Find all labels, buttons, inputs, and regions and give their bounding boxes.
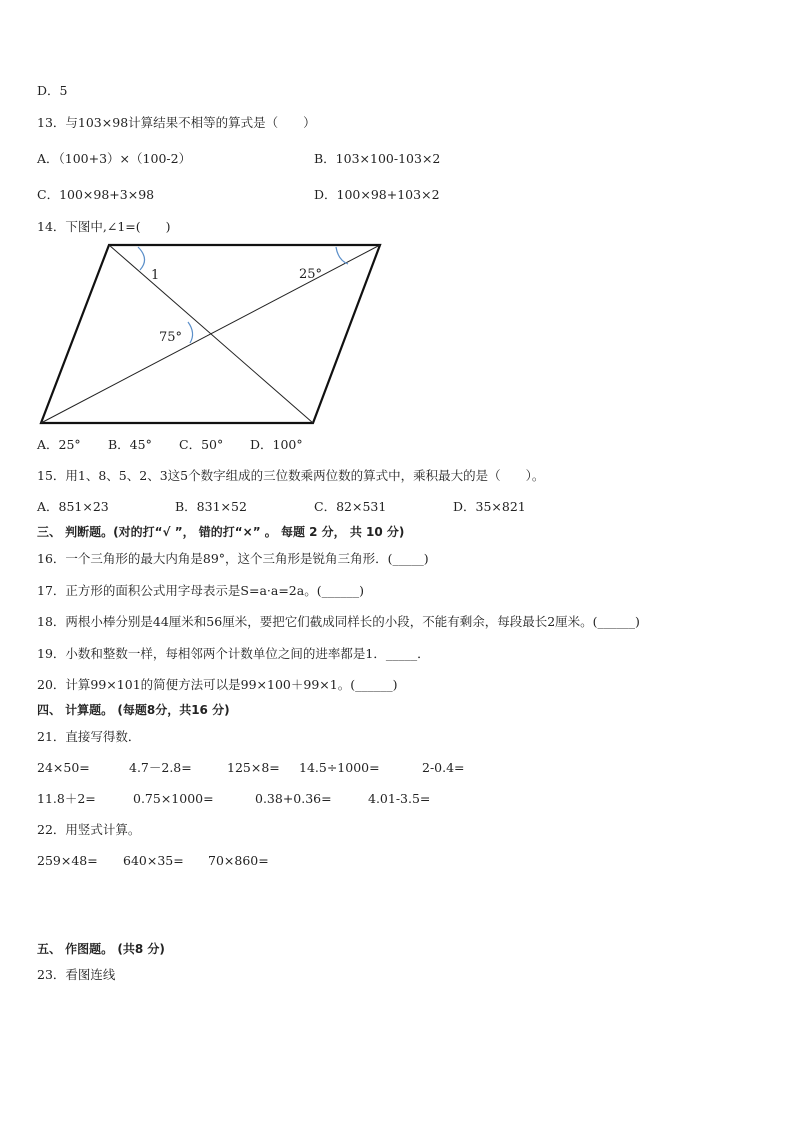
angle1-arc [138, 247, 145, 270]
q21-r1-item4: 14.5÷1000= [299, 760, 380, 775]
q20: 20．计算99×101的简便方法可以是99×100＋99×1。(______) [37, 677, 398, 692]
q21-r1-item2: 4.7－2.8= [129, 760, 192, 775]
angle1-label: 1 [151, 268, 160, 283]
q22-item3: 70×860= [208, 853, 269, 868]
q21-r1-item3: 125×8= [227, 760, 280, 775]
q13-stem: 13．与103×98计算结果不相等的算式是（ ） [37, 115, 316, 130]
q17: 17．正方形的面积公式用字母表示是S=a·a=2a。(______) [37, 583, 364, 598]
q13-option-b: B．103×100-103×2 [314, 151, 441, 166]
section3-title: 三、 判断题。(对的打“√ ”， 错的打“×” 。 每题 2 分， 共 10 分) [37, 525, 405, 539]
q21-r1-item1: 24×50= [37, 760, 90, 775]
q15-option-a: A．851×23 [37, 499, 109, 514]
diagonal-2 [41, 245, 380, 423]
q13-option-a: A．（100+3）×（100-2） [37, 151, 192, 166]
q22-item2: 640×35= [123, 853, 184, 868]
q15-stem: 15．用1、8、5、2、3这5个数字组成的三位数乘两位数的算式中，乘积最大的是（ ）。 [37, 468, 545, 483]
section4-title: 四、 计算题。 (每题8分，共16 分) [37, 703, 230, 717]
q21-r2-item1: 11.8＋2= [37, 791, 96, 806]
q12-option-d: D．5 [37, 83, 68, 98]
q14-stem: 14．下图中,∠1=( ) [37, 219, 171, 234]
q22-stem: 22．用竖式计算。 [37, 822, 141, 837]
q15-option-b: B．831×52 [175, 499, 247, 514]
q21-r2-item4: 4.01-3.5= [368, 791, 431, 806]
q21-r2-item2: 0.75×1000= [133, 791, 214, 806]
q14-option-d: D．100° [250, 437, 303, 452]
q15-option-c: C．82×531 [314, 499, 387, 514]
section5-title: 五、 作图题。 (共8 分) [37, 942, 165, 956]
q22-item1: 259×48= [37, 853, 98, 868]
angle25-label: 25° [299, 267, 323, 282]
q16: 16．一个三角形的最大内角是89°，这个三角形是锐角三角形．(_____) [37, 551, 429, 566]
q18: 18．两根小棒分别是44厘米和56厘米，要把它们截成同样长的小段，不能有剩余，每段最长2厘米。(______) [37, 614, 640, 629]
q23-stem: 23．看图连线 [37, 967, 116, 982]
q13-option-d: D．100×98+103×2 [314, 187, 440, 202]
angle75-arc [188, 322, 193, 343]
q14-option-b: B．45° [108, 437, 152, 452]
q21-r2-item3: 0.38+0.36= [255, 791, 332, 806]
q21-stem: 21．直接写得数． [37, 729, 141, 744]
q21-r1-item5: 2-0.4= [422, 760, 465, 775]
q15-option-d: D．35×821 [453, 499, 526, 514]
q14-option-c: C．50° [179, 437, 224, 452]
q19: 19．小数和整数一样，每相邻两个计数单位之间的进率都是1．_____． [37, 646, 430, 661]
angle75-label: 75° [159, 330, 183, 345]
angle25-arc [336, 247, 348, 264]
q14-option-a: A．25° [37, 437, 81, 452]
q13-option-c: C．100×98+3×98 [37, 187, 155, 202]
